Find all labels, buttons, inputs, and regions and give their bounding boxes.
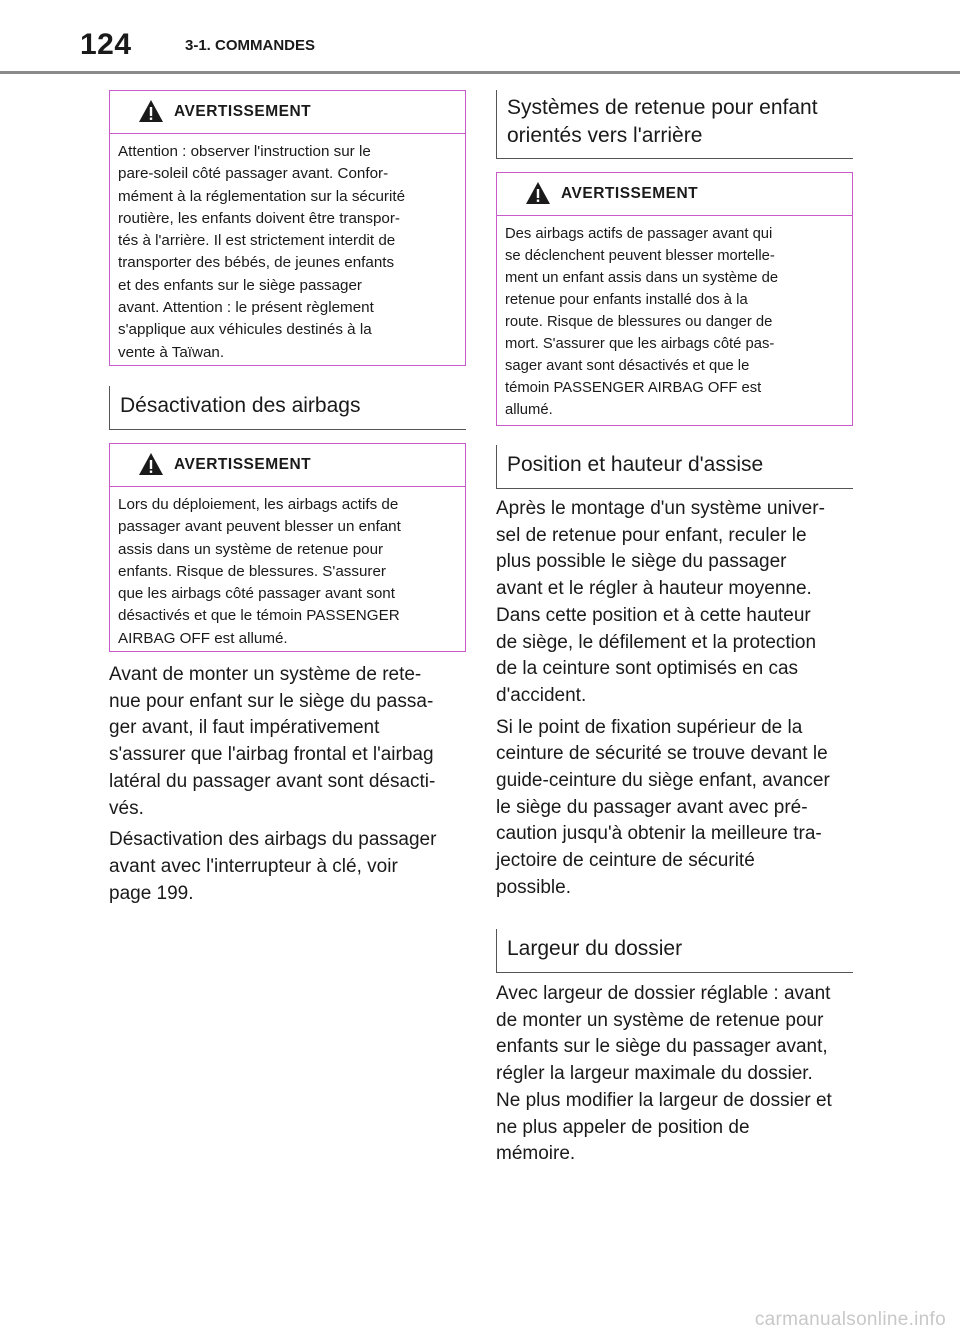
- warning-title: AVERTISSEMENT: [174, 103, 312, 120]
- warning-text: [110, 134, 465, 374]
- paragraph: Désactivation des airbags du passager avant avec l'interrupteur à clé, voir page 199.: [109, 829, 437, 904]
- warning-box-rear-facing: [496, 172, 853, 426]
- watermark: carmanualsonline.info: [754, 1309, 946, 1330]
- paragraph: Si le point de fixation supérieur de la ceinture de sécurité se trouve devant le guide-ceinture du siège enfant, avancer le siège du passager avant avec pré- caution jusqu'à obtenir la meilleure tra- jectoire de ceinture de sécurité possible.: [496, 716, 830, 898]
- warning-line: allumé.: [505, 402, 553, 418]
- warning-line: s'applique aux véhicules destinés à la: [118, 321, 372, 339]
- warning-line: désactivés et que le témoin PASSENGER: [118, 607, 400, 625]
- warning-line: Attention : observer l'instruction sur le: [118, 143, 371, 160]
- warning-line: tés à l'arrière. Il est strictement interdit de: [118, 232, 396, 250]
- paragraph: Avec largeur de dossier réglable : avant de monter un système de retenue pour enfants sur le siège du passager avant, régler la largeur maximale du dossier. Ne plus modifier la largeur de dossier et ne plus appeler de position de mémoire.: [496, 983, 832, 1165]
- warning-line: Lors du déploiement, les airbags actifs de: [118, 496, 399, 513]
- section-heading-seat-position: [496, 445, 853, 489]
- section-title: Désactivation des airbags: [120, 394, 361, 417]
- warning-box-airbag-deployment: [109, 443, 466, 652]
- warning-line: route. Risque de blessures ou danger de: [505, 314, 773, 330]
- body-text-right-1: [496, 496, 856, 907]
- section-title: Systèmes de retenue pour enfant orientés vers l'arrière: [507, 96, 818, 147]
- paragraph: Avant de monter un système de rete- nue pour enfant sur le siège du passa- ger avant, il faut impérativement s'assurer que l'airbag frontal et l'airbag latéral du passager avant sont désacti- vés.: [109, 664, 436, 819]
- warning-line: se déclenchent peuvent blesser mortelle-: [505, 248, 775, 264]
- section-title: Largeur du dossier: [507, 937, 683, 960]
- header-divider: [0, 71, 960, 74]
- warning-header: [497, 173, 852, 216]
- warning-line: mément à la réglementation sur la sécurité: [118, 187, 406, 205]
- paragraph: Après le montage d'un système univer- sel de retenue pour enfant, reculer le plus possible le siège du passager avant et le régler à hauteur moyenne. Dans cette position et à cette hauteur de siège, le défilement et la protection de la ceinture sont optimisés en cas d'accident.: [496, 498, 825, 706]
- page-header: [0, 0, 960, 74]
- section-title: Position et hauteur d'assise: [507, 453, 764, 476]
- warning-line: sager avant sont désactivés et que le: [505, 358, 750, 374]
- warning-triangle-icon: [138, 451, 164, 477]
- section-heading-rear-facing: [496, 90, 853, 159]
- warning-line: et des enfants sur le siège passager: [118, 276, 362, 294]
- section-heading-backrest-width: [496, 929, 853, 973]
- warning-line: avant. Attention : le présent règlement: [118, 299, 374, 317]
- body-text-right-2: [496, 981, 856, 1173]
- warning-header: [110, 444, 465, 487]
- warning-line: Des airbags actifs de passager avant qui: [505, 226, 773, 242]
- warning-line: retenue pour enfants installé dos à la: [505, 292, 748, 308]
- chapter-title: 3-1. COMMANDES: [185, 37, 316, 54]
- warning-line: ment un enfant assis dans un système de: [505, 270, 779, 286]
- body-text-left: [109, 662, 469, 912]
- warning-line: vente à Taïwan.: [118, 343, 225, 361]
- warning-line: assis dans un système de retenue pour: [118, 540, 384, 558]
- warning-line: que les airbags côté passager avant sont: [118, 585, 395, 603]
- warning-line: mort. S'assurer que les airbags côté pas-: [505, 336, 775, 352]
- warning-header: [110, 91, 465, 134]
- warning-text: [110, 487, 465, 660]
- warning-triangle-icon: [525, 180, 551, 206]
- warning-triangle-icon: [138, 98, 164, 124]
- section-heading-airbag-deactivation: [109, 386, 466, 430]
- warning-line: enfants. Risque de blessures. S'assurer: [118, 562, 386, 580]
- warning-line: AIRBAG OFF est allumé.: [118, 629, 288, 647]
- page-number: 124: [80, 28, 132, 61]
- warning-title: AVERTISSEMENT: [174, 456, 312, 473]
- warning-text: [497, 216, 852, 431]
- warning-line: routière, les enfants doivent être transpor-: [118, 209, 400, 227]
- warning-line: transporter des bébés, de jeunes enfants: [118, 254, 395, 272]
- warning-line: passager avant peuvent blesser un enfant: [118, 518, 401, 536]
- warning-title: AVERTISSEMENT: [561, 185, 699, 202]
- warning-line: témoin PASSENGER AIRBAG OFF est: [505, 380, 762, 396]
- warning-box-passenger-seat: [109, 90, 466, 366]
- warning-line: pare-soleil côté passager avant. Confor-: [118, 165, 389, 183]
